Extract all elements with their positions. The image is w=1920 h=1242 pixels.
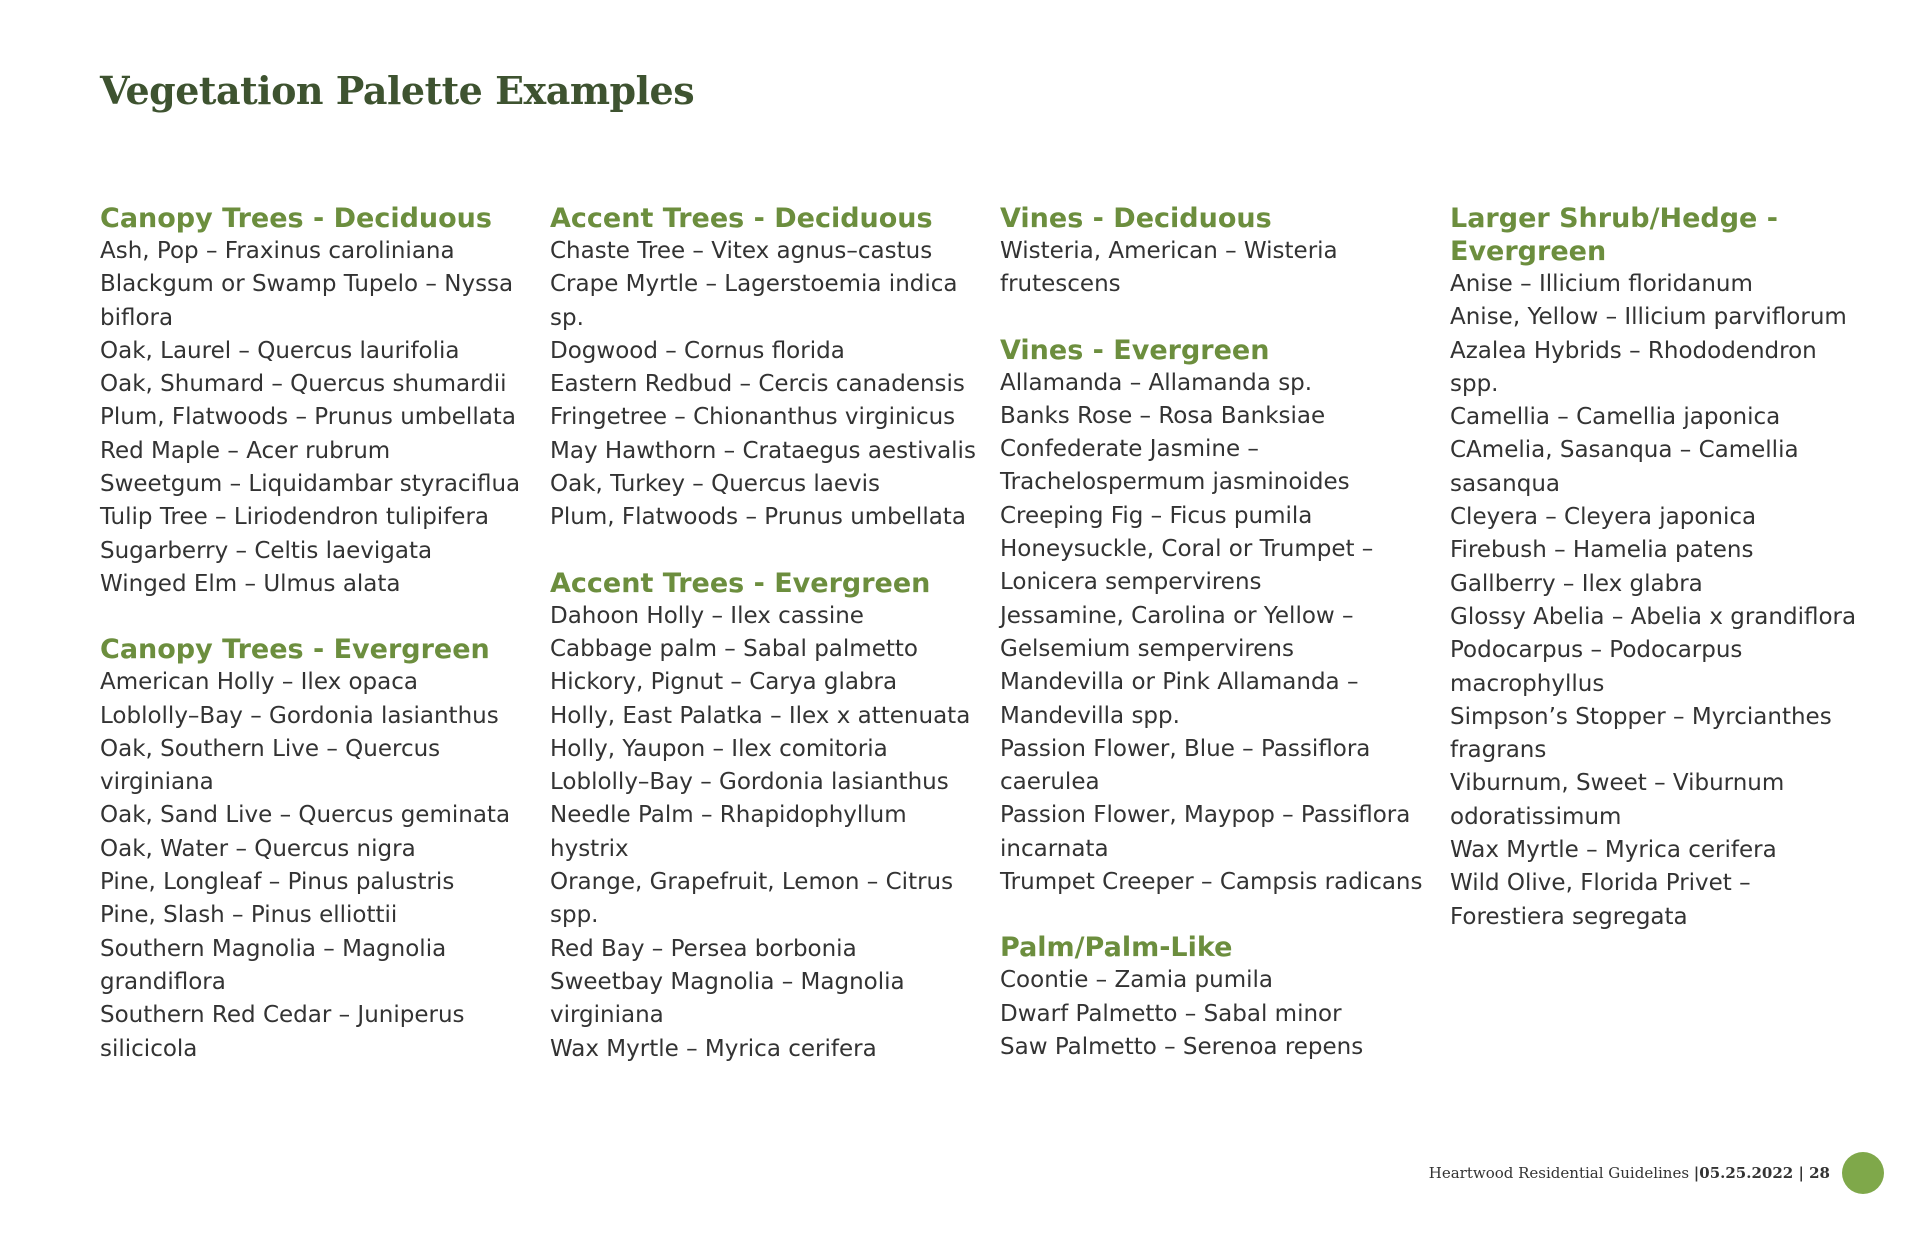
plant-item: Azalea Hybrids – Rhododendron spp. <box>1450 337 1817 397</box>
section-heading: Larger Shrub/Hedge - Evergreen <box>1450 203 1778 267</box>
plant-item: Fringetree – Chionanthus virginicus <box>550 404 956 431</box>
section-larger-shrub-hedge-evergreen <box>1450 202 1860 934</box>
plant-item: Banks Rose – Rosa Banksiae <box>1000 402 1326 429</box>
plant-item: Orange, Grapefruit, Lemon – Citrus spp. <box>550 869 954 929</box>
page-number: 28 <box>1809 1164 1830 1182</box>
column-2 <box>550 202 1000 1098</box>
column-1 <box>100 202 550 1098</box>
plant-item: Oak, Sand Live – Quercus geminata <box>100 802 511 829</box>
plant-item: Wild Olive, Florida Privet – Forestiera segregata <box>1450 870 1751 930</box>
plant-item: Plum, Flatwoods – Prunus umbellata <box>100 404 516 431</box>
plant-item: Oak, Southern Live – Quercus virginiana <box>100 735 441 796</box>
section-heading: Palm/Palm-Like <box>1000 932 1233 964</box>
section-canopy-trees-evergreen <box>100 633 530 1066</box>
footer-text <box>1429 1164 1830 1182</box>
plant-item: Eastern Redbud – Cercis canadensis <box>550 371 965 398</box>
plant-item: Tulip Tree – Liriodendron tulipifera <box>100 504 489 531</box>
plant-list <box>1000 235 1430 302</box>
section-canopy-trees-deciduous <box>100 202 530 601</box>
plant-item: Allamanda – Allamanda sp. <box>1000 369 1313 396</box>
plant-item: Holly, East Palatka – Ilex x attenuata <box>550 702 971 729</box>
section-heading: Vines - Evergreen <box>1000 334 1270 366</box>
plant-item: Honeysuckle, Coral or Trumpet – Lonicera sempervirens <box>1000 536 1374 596</box>
plant-item: Blackgum or Swamp Tupelo – Nyssa biflora <box>100 271 514 331</box>
plant-item: Dahoon Holly – Ilex cassine <box>550 602 864 629</box>
column-4 <box>1450 202 1880 1098</box>
plant-item: Oak, Turkey – Quercus laevis <box>550 471 881 498</box>
plant-item: Chaste Tree – Vitex agnus–castus <box>550 238 933 264</box>
footer-page-separator: | <box>1793 1164 1810 1182</box>
plant-item: Saw Palmetto – Serenoa repens <box>1000 1033 1364 1060</box>
plant-list <box>1000 367 1430 900</box>
plant-item: Firebush – Hamelia patens <box>1450 537 1754 564</box>
plant-item: Oak, Water – Quercus nigra <box>100 835 416 862</box>
section-heading: Vines - Deciduous <box>1000 203 1272 234</box>
page-footer <box>1429 1152 1884 1194</box>
plant-list <box>1450 268 1860 934</box>
section-vines-evergreen <box>1000 334 1430 900</box>
plant-item: Sweetbay Magnolia – Magnolia virginiana <box>550 968 905 1029</box>
plant-item: Cabbage palm – Sabal palmetto <box>550 635 918 662</box>
plant-item: Wax Myrtle – Myrica cerifera <box>550 1035 877 1062</box>
section-heading: Canopy Trees - Evergreen <box>100 634 490 666</box>
plant-list <box>100 666 530 1066</box>
plant-item: CAmelia, Sasanqua – Camellia sasanqua <box>1450 437 1799 497</box>
plant-item: Holly, Yaupon – Ilex comitoria <box>550 735 888 762</box>
plant-item: Sugarberry – Celtis laevigata <box>100 537 433 564</box>
footer-date: 05.25.2022 <box>1699 1164 1794 1182</box>
plant-item: Ash, Pop – Fraxinus caroliniana <box>100 238 455 264</box>
plant-list <box>1000 964 1430 1064</box>
plant-item: Crape Myrtle – Lagerstoemia indica sp. <box>550 271 958 331</box>
plant-item: May Hawthorn – Crataegus aestivalis <box>550 437 976 464</box>
plant-item: Mandevilla or Pink Allamanda – Mandevilla spp. <box>1000 669 1359 729</box>
section-heading: Accent Trees - Evergreen <box>550 567 931 599</box>
plant-item: Hickory, Pignut – Carya glabra <box>550 669 898 696</box>
plant-item: Passion Flower, Maypop – Passiflora incarnata <box>1000 802 1411 862</box>
column-3 <box>1000 202 1450 1098</box>
plant-item: Red Bay – Persea borbonia <box>550 935 857 962</box>
plant-item: Sweetgum – Liquidambar styraciflua <box>100 471 521 498</box>
plant-item: Anise, Yellow – Illicium parviflorum <box>1450 304 1847 331</box>
plant-item: Coontie – Zamia pumila <box>1000 967 1273 994</box>
plant-item: Wax Myrtle – Myrica cerifera <box>1450 837 1777 864</box>
section-accent-trees-deciduous <box>550 202 980 535</box>
section-heading: Canopy Trees - Deciduous <box>100 203 492 234</box>
section-accent-trees-evergreen <box>550 567 980 1066</box>
plant-item: Confederate Jasmine – Trachelospermum jasminoides <box>1000 436 1350 496</box>
plant-item: Jessamine, Carolina or Yellow – Gelsemium sempervirens <box>1000 602 1354 662</box>
plant-item: Creeping Fig – Ficus pumila <box>1000 502 1313 529</box>
page-dot-icon <box>1842 1152 1884 1194</box>
plant-item: Loblolly–Bay – Gordonia lasianthus <box>100 702 499 729</box>
plant-item: Trumpet Creeper – Campsis radicans <box>1000 869 1423 896</box>
plant-item: Pine, Longleaf – Pinus palustris <box>100 869 455 896</box>
plant-item: Dwarf Palmetto – Sabal minor <box>1000 1000 1342 1027</box>
plant-item: Viburnum, Sweet – Viburnum odoratissimum <box>1450 770 1785 830</box>
plant-item: Oak, Shumard – Quercus shumardii <box>100 371 507 398</box>
plant-item: Camellia – Camellia japonica <box>1450 404 1781 431</box>
plant-item: Cleyera – Cleyera japonica <box>1450 504 1757 531</box>
plant-list <box>550 235 980 535</box>
page-title: Vegetation Palette Examples <box>100 68 695 113</box>
section-palm-palm-like <box>1000 931 1430 1064</box>
plant-item: Anise – Illicium floridanum <box>1450 271 1753 297</box>
plant-item: Glossy Abelia – Abelia x grandiflora <box>1450 603 1857 630</box>
plant-list <box>550 600 980 1066</box>
plant-item: Passion Flower, Blue – Passiflora caerulea <box>1000 735 1371 796</box>
plant-item: Podocarpus – Podocarpus macrophyllus <box>1450 637 1743 697</box>
plant-list <box>100 235 530 601</box>
section-vines-deciduous <box>1000 202 1430 302</box>
plant-item: Simpson’s Stopper – Myrcianthes fragrans <box>1450 703 1832 764</box>
plant-item: Needle Palm – Rhapidophyllum hystrix <box>550 802 907 862</box>
plant-item: Plum, Flatwoods – Prunus umbellata <box>550 504 966 531</box>
plant-item: Red Maple – Acer rubrum <box>100 437 391 464</box>
footer-document-name: Heartwood Residential Guidelines <box>1428 1164 1694 1182</box>
plant-item: Gallberry – Ilex glabra <box>1450 570 1703 597</box>
plant-item: Oak, Laurel – Quercus laurifolia <box>100 337 460 364</box>
plant-item: Pine, Slash – Pinus elliottii <box>100 902 398 929</box>
plant-item: Dogwood – Cornus florida <box>550 337 845 364</box>
plant-columns <box>100 202 1880 1098</box>
plant-item: Winged Elm – Ulmus alata <box>100 570 401 597</box>
plant-item: American Holly – Ilex opaca <box>100 669 418 696</box>
plant-item: Southern Magnolia – Magnolia grandiflora <box>100 935 447 995</box>
section-heading: Accent Trees - Deciduous <box>550 203 933 234</box>
plant-item: Southern Red Cedar – Juniperus silicicola <box>100 1002 465 1062</box>
footer-separator: | <box>1693 1164 1700 1182</box>
plant-item: Loblolly–Bay – Gordonia lasianthus <box>550 769 949 796</box>
plant-item: Wisteria, American – Wisteria frutescens <box>1000 238 1338 298</box>
